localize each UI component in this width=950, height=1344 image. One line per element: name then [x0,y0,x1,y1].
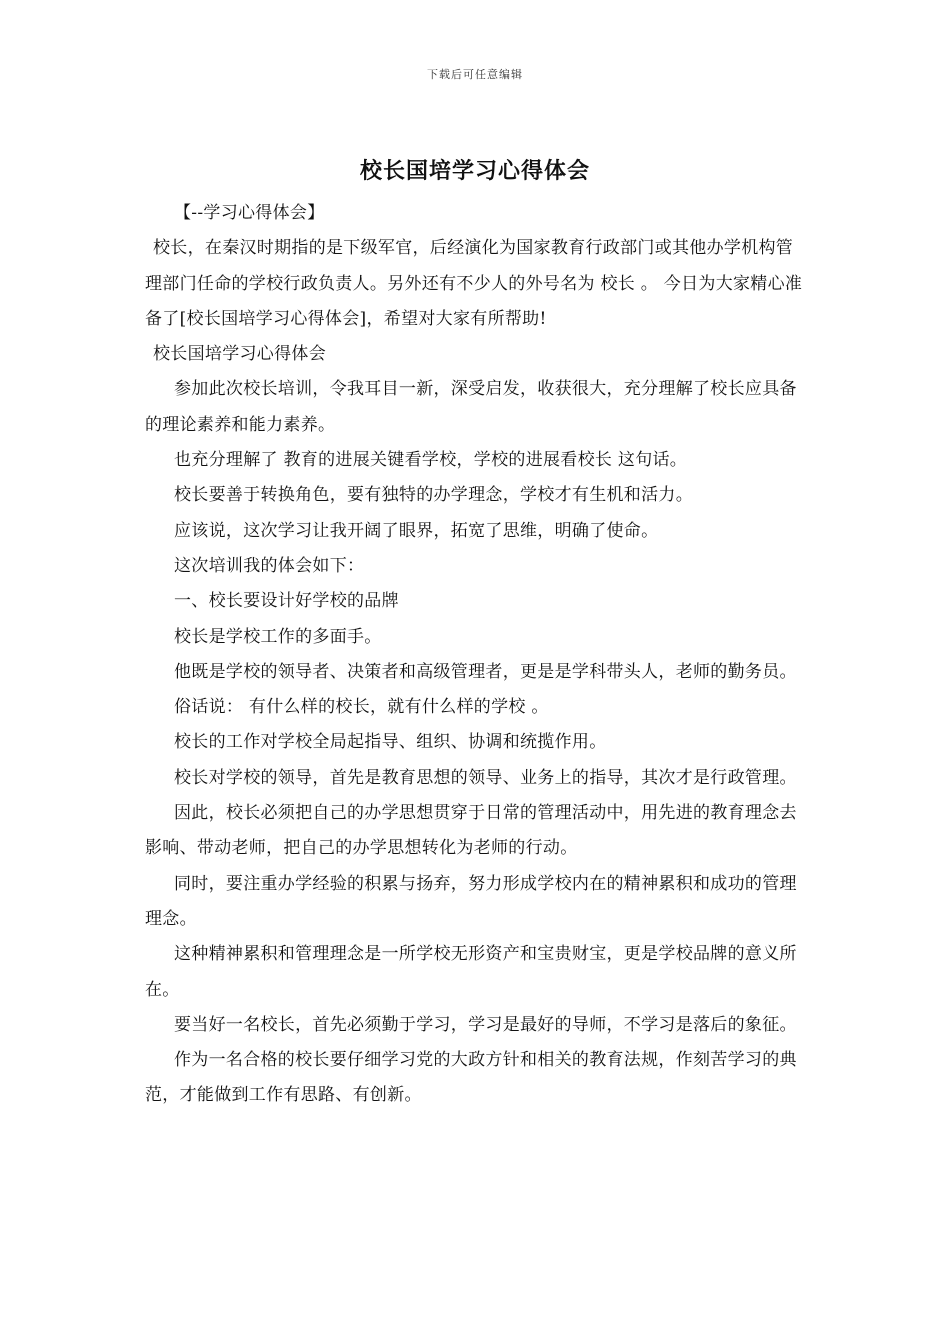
paragraph: 应该说，这次学习让我开阔了眼界，拓宽了思维，明确了使命。 [174,520,659,541]
paragraph: 俗话说： 有什么样的校长，就有什么样的学校 。 [174,697,549,718]
paragraph: 要当好一名校长，首先必须勤于学习，学习是最好的导师，不学习是落后的象征。 [174,1014,797,1035]
subtitle: 校长国培学习心得体会 [153,344,326,365]
section-tag: 【--学习心得体会】 [174,203,325,223]
paragraph: 作为一名合格的校长要仔细学习党的大政方针和相关的教育法规，作刻苦学习的典范，才能做到工作有思路、有创新。 [145,1050,797,1106]
paragraph: 他既是学校的领导者、决策者和高级管理者，更是是学科带头人，老师的勤务员。 [174,661,797,682]
paragraph: 校长是学校工作的多面手。 [174,626,382,647]
document-title: 校长国培学习心得体会 [359,158,590,184]
paragraph: 这种精神累积和管理理念是一所学校无形资产和宝贵财宝，更是学校品牌的意义所在。 [145,944,797,1000]
intro-paragraph: 校长，在秦汉时期指的是下级军官，后经演化为国家教育行政部门或其他办学机构管理部门任命的学校行政负责人。另外还有不少人的外号名为 校长 。 今日为大家精心准备了[校长国培学习心得体会]，希望对大家有所帮助! [145,238,803,329]
paragraph: 校长要善于转换角色，要有独特的办学理念，学校才有生机和活力。 [174,485,693,506]
document-body [145,196,810,1114]
section-heading: 一、校长要设计好学校的品牌 [174,591,399,612]
paragraph: 这次培训我的体会如下： [174,555,365,576]
paragraph: 因此，校长必须把自己的办学思想贯穿于日常的管理活动中，用先进的教育理念去影响、带动老师，把自己的办学思想转化为老师的行动。 [145,803,797,859]
paragraph: 校长的工作对学校全局起指导、组织、协调和统揽作用。 [174,732,607,753]
paragraph: 参加此次校长培训，令我耳目一新，深受启发，收获很大，充分理解了校长应具备的理论素养和能力素养。 [145,379,797,435]
paragraph: 同时，要注重办学经验的积累与扬弃，努力形成学校内在的精神累积和成功的管理理念。 [145,873,797,929]
paragraph: 也充分理解了 教育的进展关键看学校，学校的进展看校长 这句话。 [174,450,688,471]
page-header-note: 下载后可任意编辑 [427,68,523,81]
paragraph: 校长对学校的领导，首先是教育思想的领导、业务上的指导，其次才是行政管理。 [174,767,797,788]
